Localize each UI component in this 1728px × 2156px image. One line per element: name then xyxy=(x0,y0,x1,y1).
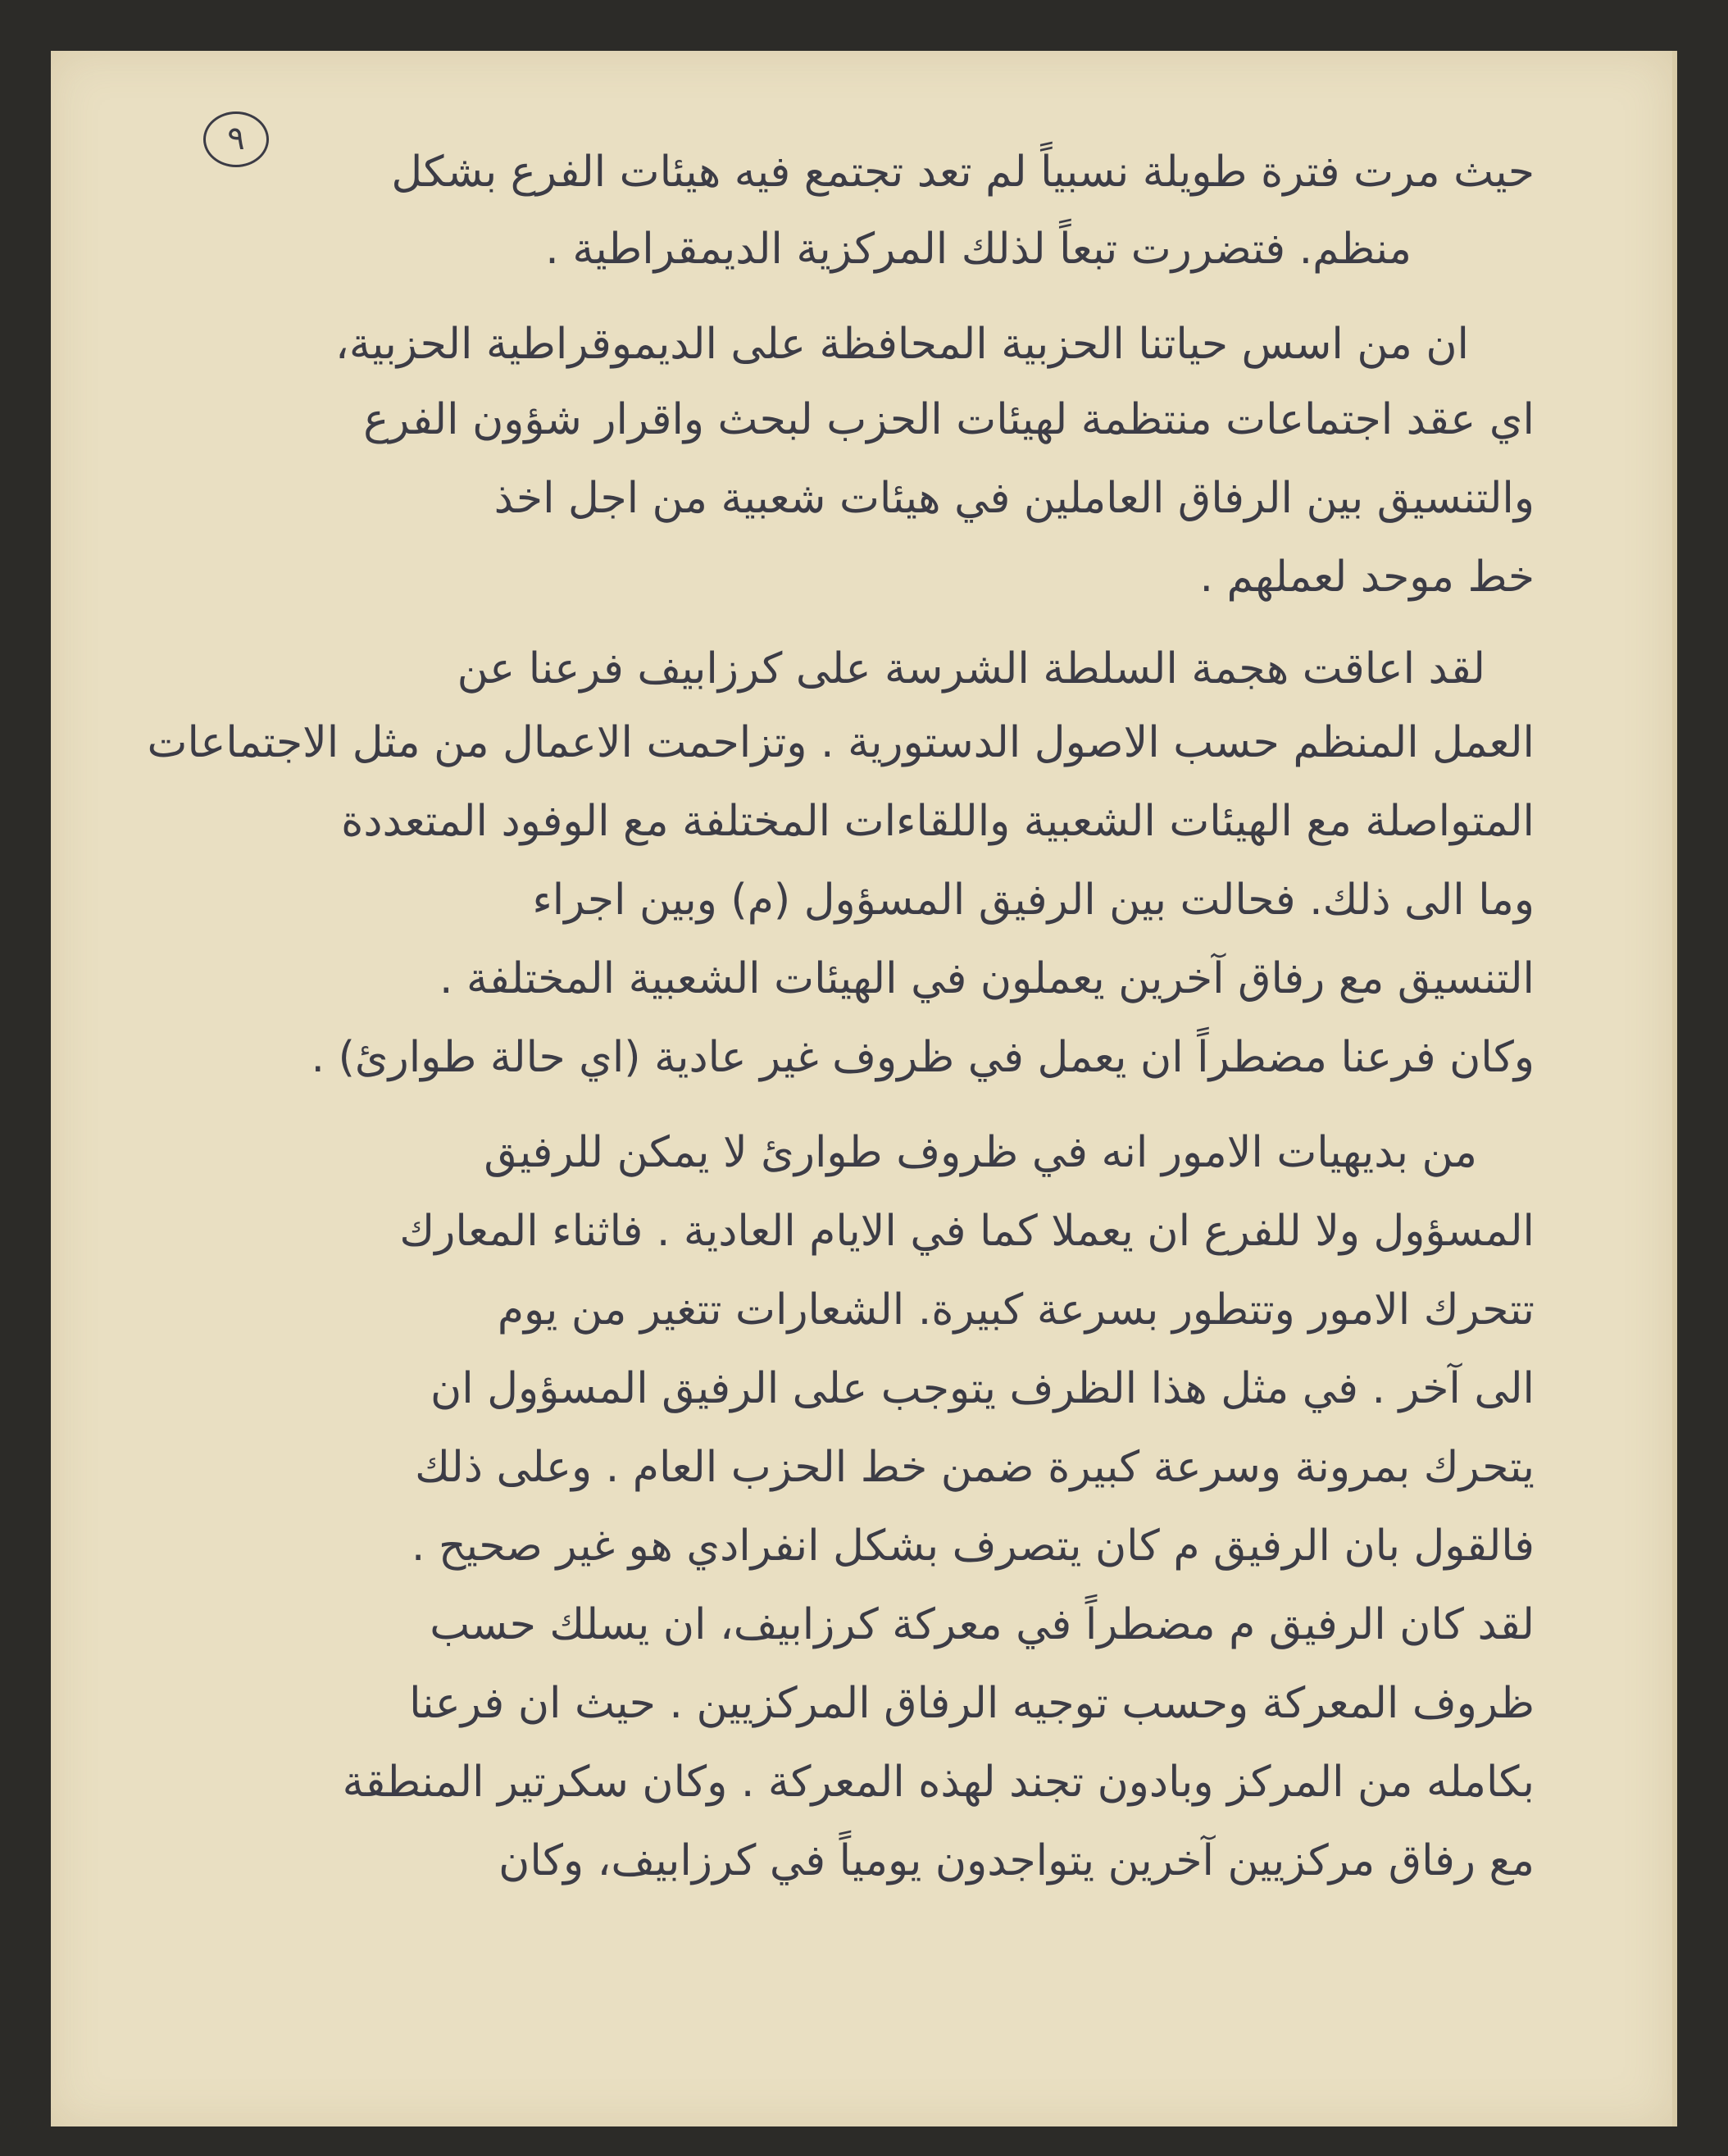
text-line: العمل المنظم حسب الاصول الدستورية . وتزاحمت الاعمال من مثل الاجتماعات xyxy=(147,718,1535,767)
text-line: بكامله من المركز وبادون تجند لهذه المعركة . وكان سكرتير المنطقة xyxy=(342,1758,1535,1807)
text-line: منظم. فتضررت تبعاً لذلك المركزية الديمقراطية . xyxy=(545,225,1412,274)
text-line: حيث مرت فترة طويلة نسبياً لم تعد تجتمع فيه هيئات الفرع بشكل xyxy=(391,148,1535,197)
text-line: لقد اعاقت هجمة السلطة الشرسة على كرزابيف فرعنا عن xyxy=(457,644,1485,694)
text-line: فالقول بان الرفيق م كان يتصرف بشكل انفرادي هو غير صحيح . xyxy=(411,1521,1535,1571)
text-line: من بديهيات الامور انه في ظروف طوارئ لا يمكن للرفيق xyxy=(484,1128,1477,1177)
text-line: تتحرك الامور وتتطور بسرعة كبيرة. الشعارات تتغير من يوم xyxy=(497,1285,1535,1335)
text-line: مع رفاق مركزيين آخرين يتواجدون يومياً في كرزابيف، وكان xyxy=(498,1836,1535,1885)
text-line: المتواصلة مع الهيئات الشعبية واللقاءات المختلفة مع الوفود المتعددة xyxy=(341,797,1535,846)
handwritten-page xyxy=(51,51,1677,2126)
text-line: الى آخر . في مثل هذا الظرف يتوجب على الرفيق المسؤول ان xyxy=(430,1364,1535,1413)
text-line: وما الى ذلك. فحالت بين الرفيق المسؤول (م) وبين اجراء xyxy=(532,876,1535,925)
text-line: التنسيق مع رفاق آخرين يعملون في الهيئات الشعبية المختلفة . xyxy=(439,954,1535,1003)
text-line: اي عقد اجتماعات منتظمة لهيئات الحزب لبحث واقرار شؤون الفرع xyxy=(363,395,1535,444)
text-line: وكان فرعنا مضطراً ان يعمل في ظروف غير عادية (اي حالة طوارئ) . xyxy=(311,1033,1535,1082)
text-line: والتنسيق بين الرفاق العاملين في هيئات شعبية من اجل اخذ xyxy=(493,474,1535,523)
text-line: يتحرك بمرونة وسرعة كبيرة ضمن خط الحزب العام . وعلى ذلك xyxy=(415,1443,1535,1492)
page-number-badge: ٩ xyxy=(203,111,269,167)
text-line: خط موحد لعملهم . xyxy=(1199,553,1535,602)
text-line: ظروف المعركة وحسب توجيه الرفاق المركزيين . حيث ان فرعنا xyxy=(409,1679,1535,1728)
text-line: ان من اسس حياتنا الحزبية المحافظة على الديموقراطية الحزبية، xyxy=(335,320,1469,369)
text-line: لقد كان الرفيق م مضطراً في معركة كرزابيف، ان يسلك حسب xyxy=(430,1600,1535,1649)
text-line: المسؤول ولا للفرع ان يعملا كما في الايام العادية . فاثناء المعارك xyxy=(399,1207,1535,1256)
